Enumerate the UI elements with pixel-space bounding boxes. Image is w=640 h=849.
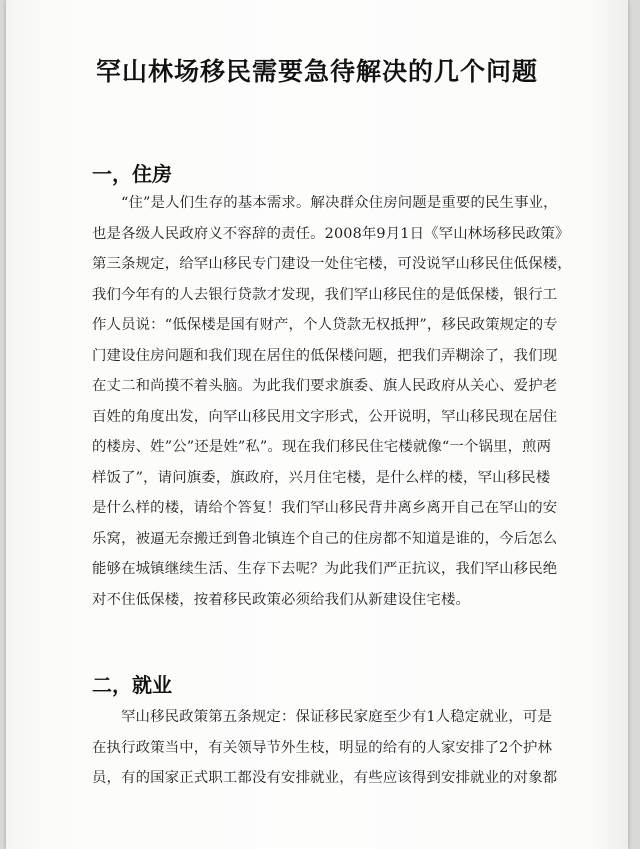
paragraph-line: 在执行政策当中，有关领导节外生枝，明显的给有的人家安排了2个护林 <box>92 739 553 756</box>
paragraph-line: “住”是人们生存的基本需求。解决群众住房问题是重要的民生事业， <box>121 195 558 211</box>
paragraph-line: 对不住低保楼，按着移民政策必须给我们从新建设住宅楼。 <box>92 591 471 608</box>
document-title: 罕山林场移民需要急待解决的几个问题 <box>95 57 538 86</box>
paragraph-line: 门建设住房问题和我们现在居住的低保楼问题，把我们弄糊涂了，我们现 <box>92 347 558 364</box>
paragraph-housing <box>92 188 572 615</box>
paragraph-line: 作人员说：“低保楼是国有财产，个人贷款无权抵押”，移民政策规定的专 <box>92 317 558 333</box>
paragraph-line: 能够在城镇继续生活、生存下去呢？为此我们严正抗议，我们罕山移民绝 <box>92 561 558 577</box>
paragraph-line: 员，有的国家正式职工都没有安排就业，有些应该得到安排就业的对象都 <box>92 770 558 786</box>
paragraph-line: 在丈二和尚摸不着头脑。为此我们要求旗委、旗人民政府从关心、爱护老 <box>92 378 558 394</box>
paragraph-line: 的楼房、姓”公”还是姓”私”。现在我们移民住宅楼就像“一个锅里，煎两 <box>92 439 552 455</box>
paragraph-line: 也是各级人民政府义不容辞的责任。2008年9月1日《罕山林场移民政策》 <box>92 225 570 242</box>
section-heading-employment: 二，就业 <box>92 673 172 697</box>
paragraph-line: 罕山移民政策第五条规定：保证移民家庭至少有1人稳定就业，可是 <box>121 709 552 725</box>
paragraph-line: 第三条规定，给罕山移民专门建设一处住宅楼，可没说罕山移民住低保楼， <box>92 256 572 272</box>
section-heading-housing: 一，住房 <box>92 162 172 186</box>
paragraph-line: 百姓的角度出发，向罕山移民用文字形式，公开说明，罕山移民现在居住 <box>92 408 558 425</box>
paragraph-employment <box>92 702 562 794</box>
paragraph-line: 样饭了”，请问旗委，旗政府，兴月住宅楼，是什么样的楼，罕山移民楼 <box>92 469 551 486</box>
paragraph-line: 是什么样的楼，请给个答复！我们罕山移民背井离乡离开自己在罕山的安 <box>92 500 558 516</box>
paragraph-line: 乐窝，被逼无奈搬迁到鲁北镇连个自己的住房都不知道是谁的，今后怎么 <box>92 530 558 547</box>
document-page <box>6 0 628 849</box>
paragraph-line: 我们今年有的人去银行贷款才发现，我们罕山移民住的是低保楼，银行工 <box>92 286 558 303</box>
